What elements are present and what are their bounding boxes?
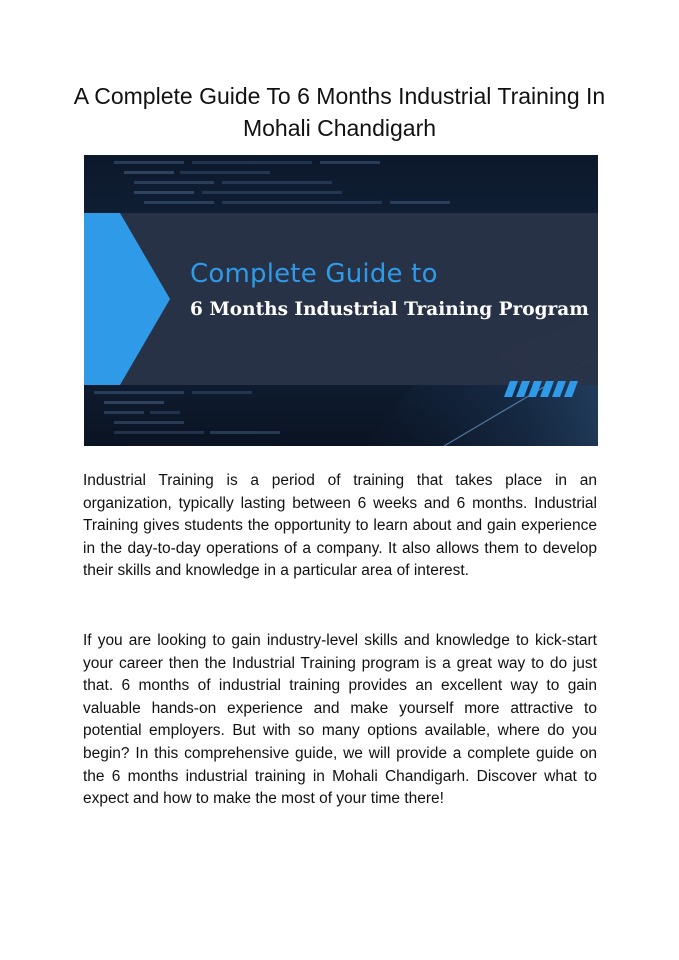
banner-heading-line1: Complete Guide to [190,259,438,289]
second-paragraph: If you are looking to gain industry-level skills and knowledge to kick-start your career then the Industrial Training program is a great way to do just that. 6 months of industrial training provides an excellent way to gain valuable hands-on experience and make yourself more attractive to potential employers. But with so many options available, where do you begin? In this comprehensive guide, we will provide a complete guide on the 6 months industrial training in Mohali Chandigarh. Discover what to expect and how to make the most of your time there! [83,632,597,808]
hero-banner-image [84,155,598,446]
intro-paragraph: Industrial Training is a period of training that takes place in an organization, typically lasting between 6 weeks and 6 months. Industrial Training gives students the opportunity to learn about and gain experience in the day-to-day operations of a company. It also allows them to develop their skills and knowledge in a particular area of interest. [83,472,597,580]
page-title: A Complete Guide To 6 Months Industrial Training In Mohali Chandigarh [73,83,606,141]
banner-heading-line2: 6 Months Industrial Training Program [190,299,589,320]
